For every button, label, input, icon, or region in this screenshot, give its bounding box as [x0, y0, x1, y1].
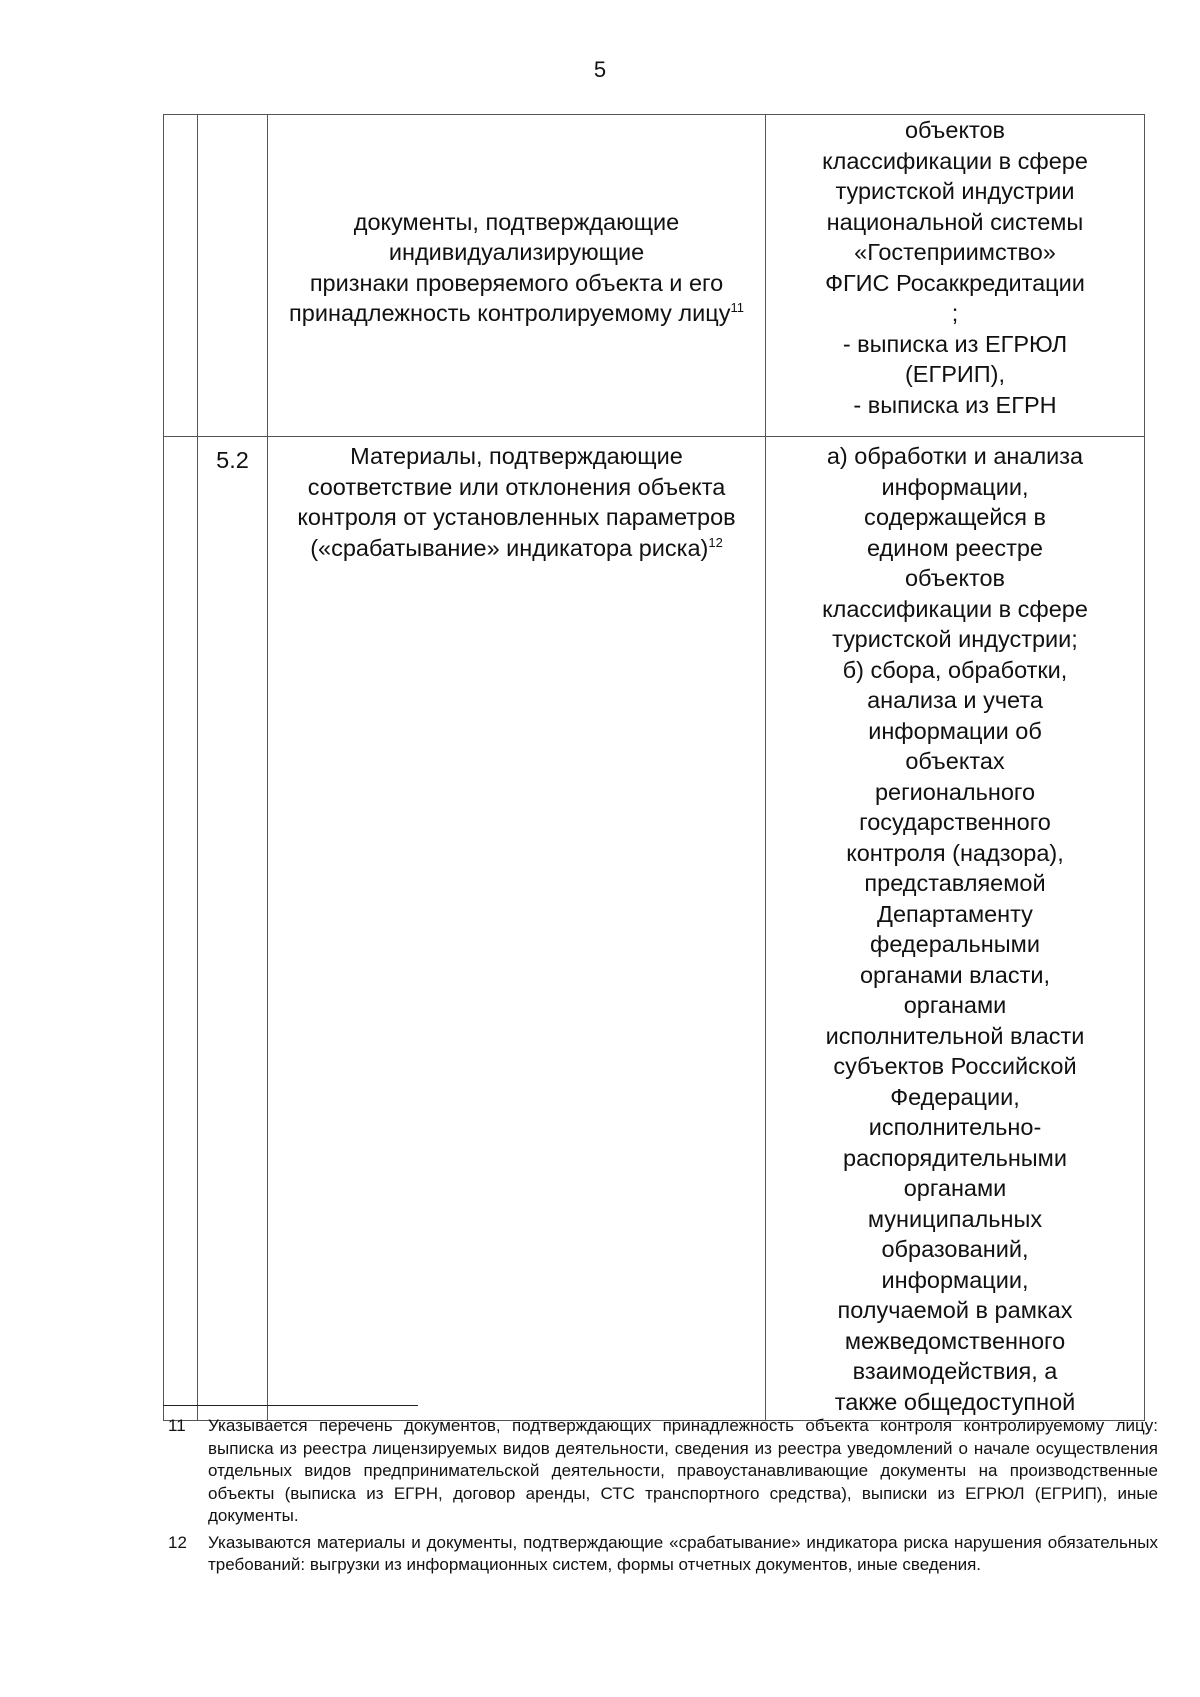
source-line: классификации в сфере	[822, 147, 1088, 174]
source-line: органами власти,	[859, 961, 1051, 988]
source-line: информации,	[881, 1266, 1029, 1293]
source-line: муниципальных	[867, 1205, 1043, 1232]
source-line: исполнительной власти	[825, 1022, 1085, 1049]
description-line	[274, 298, 759, 329]
footnote-ref: 11	[730, 300, 744, 316]
source-line: туристской индустрии;	[832, 626, 1078, 652]
source-line: анализа и учета	[867, 687, 1043, 713]
footnote-text: Указываются материалы и документы, подтверждающие «срабатывание» индикатора риска нарушения обязательных требований: выгрузки из информационных систем, формы отчетных документов, иные сведения.	[208, 1532, 1158, 1574]
footnote-number: 12	[168, 1532, 187, 1552]
source-line: представляемой	[864, 870, 1046, 896]
source-cell	[766, 437, 1145, 1421]
source-line: взаимодействия, а	[852, 1358, 1058, 1384]
requirements-table	[163, 114, 1145, 1421]
description-line: индивидуализирующие	[388, 239, 645, 265]
table-row	[164, 437, 1145, 1421]
footnote-number: 11	[168, 1416, 186, 1435]
description-line: Материалы, подтверждающие	[350, 443, 683, 469]
source-line: едином реестре	[867, 534, 1043, 561]
description-line: контроля от установленных параметров	[297, 504, 736, 530]
source-line: - выписка из ЕГРЮЛ	[842, 330, 1068, 357]
source-line: государственного	[859, 809, 1051, 835]
footnotes	[168, 1415, 1158, 1581]
source-line: объектах	[905, 748, 1005, 774]
source-line: содержащейся в	[864, 504, 1046, 530]
description-line: признаки проверяемого объекта и его	[309, 269, 724, 296]
source-line: Федерации,	[890, 1083, 1020, 1110]
source-line: Департаменту	[877, 900, 1033, 927]
source-line: объектов	[904, 565, 1006, 591]
source-line: субъектов Российской	[833, 1053, 1077, 1079]
description-cell	[268, 437, 766, 1421]
item-number-cell	[198, 115, 268, 437]
description-line: соответствие или отклонения объекта	[307, 473, 726, 500]
footnote-separator	[163, 1405, 418, 1406]
source-line: также общедоступной	[834, 1388, 1076, 1415]
footnote-ref: 12	[708, 534, 723, 550]
description-text: принадлежность контролируемому лицу	[289, 300, 731, 326]
table-row	[164, 115, 1145, 437]
source-line: ФГИС Росаккредитации	[825, 269, 1085, 296]
description-line	[274, 533, 759, 564]
blank-cell	[164, 115, 198, 437]
source-line: федеральными	[870, 931, 1040, 957]
source-line: органами	[903, 1175, 1007, 1201]
page-number: 5	[593, 57, 607, 82]
blank-cell	[164, 437, 198, 1421]
source-line: «Гостеприимство»	[854, 239, 1056, 265]
source-cell	[766, 115, 1145, 437]
item-number-cell: 5.2	[198, 437, 268, 1421]
description-text: («срабатывание» индикатора риска)	[310, 534, 709, 561]
source-line: регионального	[874, 778, 1036, 805]
description-line: документы, подтверждающие	[353, 208, 680, 235]
source-line: межведомственного	[844, 1327, 1066, 1354]
source-line: контроля (надзора),	[846, 839, 1064, 866]
source-line: туристской индустрии	[835, 178, 1075, 204]
source-line: получаемой в рамках	[837, 1297, 1073, 1323]
source-line: объектов	[904, 117, 1006, 143]
source-line: органами	[903, 992, 1007, 1018]
source-line: образований,	[881, 1236, 1029, 1262]
source-line: исполнительно-	[868, 1114, 1042, 1140]
footnote	[168, 1415, 1158, 1528]
source-line: (ЕГРИП),	[904, 361, 1006, 387]
source-line: информации об	[868, 717, 1042, 744]
source-line: а) обработки и анализа	[826, 443, 1084, 469]
source-line: б) сбора, обработки,	[842, 656, 1068, 683]
source-line: классификации в сфере	[822, 595, 1088, 622]
source-line: национальной системы	[826, 208, 1084, 235]
source-line: ;	[951, 300, 959, 326]
source-line: распорядительными	[843, 1144, 1067, 1171]
source-line: информации,	[881, 473, 1029, 500]
footnote	[168, 1532, 1158, 1577]
footnote-text: Указывается перечень документов, подтверждающих принадлежность объекта контроля контролируемому лицу: выписка из реестра лицензируемых видов деятельности, сведения из реестра уведомлений о начале осуществления отдельных видов предпринимательской деятельности, правоустанавливающие документы на производственные объекты (выписка из ЕГРН, договор аренды, СТС транспортного средства), выписки из ЕГРЮЛ (ЕГРИП), иные документы.	[208, 1416, 1158, 1525]
source-line: - выписка из ЕГРН	[853, 391, 1057, 418]
description-cell	[268, 115, 766, 437]
